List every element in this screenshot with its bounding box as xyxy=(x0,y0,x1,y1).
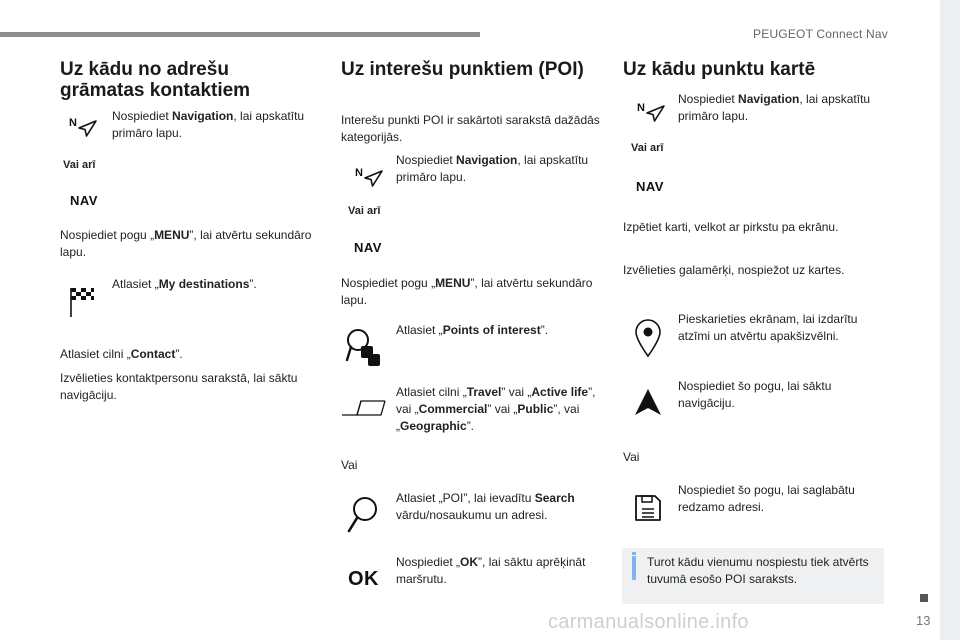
navigation-icon xyxy=(352,165,386,195)
brand-header: PEUGEOT Connect Nav xyxy=(753,27,888,41)
page-number: 13 xyxy=(916,613,931,628)
section-title-contacts: Uz kādu no adrešu grāmatas kontaktiem xyxy=(60,59,251,101)
col2-poi-text: Atlasiet „Points of interest”. xyxy=(396,323,549,337)
col2-navigation-text: Nospiediet Navigation, lai apskatītu primāro lapu. xyxy=(396,153,589,184)
col1-or-label: Vai arī xyxy=(63,159,96,171)
navigation-icon xyxy=(66,115,100,145)
col1-navigation-text: Nospiediet Navigation, lai apskatītu primāro lapu. xyxy=(112,109,305,140)
col3-or-label: Vai arī xyxy=(631,142,664,154)
watermark: carmanualsonline.info xyxy=(548,611,749,633)
col2-or-text: Vai xyxy=(341,458,358,472)
col2-menu-text: Nospiediet pogu „MENU”, lai atvērtu sekundāro lapu. xyxy=(341,276,593,307)
points-of-interest-icon xyxy=(344,326,384,370)
info-icon-bar xyxy=(632,556,636,580)
start-navigation-icon xyxy=(633,387,663,417)
col3-press-screen-text: Pieskarieties ekrānam, lai izdarītu atzīmi un atvērtu apakšizvēlni. xyxy=(678,312,858,343)
col1-nav-button[interactable]: NAV xyxy=(70,193,98,208)
map-pin-icon xyxy=(633,318,663,358)
save-icon xyxy=(633,493,663,523)
col3-navigation-text: Nospiediet Navigation, lai apskatītu primāro lapu. xyxy=(678,92,871,123)
col2-tabs-text: Atlasiet cilni „Travel” vai „Active life”, vai „Commercial” vai „Public”, vai „Geographic”. xyxy=(396,385,596,433)
section-title-map: Uz kādu punktu kartē xyxy=(623,59,816,80)
col1-select-text: Izvēlieties kontaktpersonu sarakstā, lai sāktu navigāciju. xyxy=(60,371,298,402)
col2-intro: Interešu punkti POI ir sakārtoti sarakstā dažādās kategorijās. xyxy=(341,113,600,144)
search-icon xyxy=(345,495,381,535)
ok-button[interactable]: OK xyxy=(348,568,379,590)
tab-icon xyxy=(341,398,387,418)
page-marker xyxy=(920,594,928,602)
col1-destinations-text: Atlasiet „My destinations”. xyxy=(112,277,257,291)
col3-or-text: Vai xyxy=(623,450,640,464)
col3-press-save-text: Nospiediet šo pogu, lai saglabātu redzamo adresi. xyxy=(678,483,855,514)
svg-text:N: N xyxy=(355,167,363,179)
svg-text:N: N xyxy=(637,102,645,114)
navigation-icon xyxy=(634,100,668,130)
col3-press-start-text: Nospiediet šo pogu, lai sāktu navigāciju. xyxy=(678,379,832,410)
col3-nav-button[interactable]: NAV xyxy=(636,179,664,194)
col2-or-label: Vai arī xyxy=(348,205,381,217)
col1-contact-text: Atlasiet cilni „Contact”. xyxy=(60,347,183,361)
col3-choose-text: Izvēlieties galamērķi, nospiežot uz kartes. xyxy=(623,263,845,277)
col3-explore-text: Izpētiet karti, velkot ar pirkstu pa ekrānu. xyxy=(623,220,839,234)
col2-nav-button[interactable]: NAV xyxy=(354,240,382,255)
info-icon xyxy=(632,552,636,555)
col2-ok-text: Nospiediet „OK”, lai sāktu aprēķināt maršrutu. xyxy=(396,555,586,586)
checkered-flag-icon xyxy=(69,286,95,318)
section-title-poi: Uz interešu punktiem (POI) xyxy=(341,59,584,80)
col1-menu-text: Nospiediet pogu „MENU”, lai atvērtu sekundāro lapu. xyxy=(60,228,312,259)
col2-search-text: Atlasiet „POI”, lai ievadītu Search vārdu/nosaukumu un adresi. xyxy=(396,491,575,522)
page-edge-bar xyxy=(940,0,960,640)
info-note-text: Turot kādu vienumu nospiestu tiek atvērts tuvumā esošo POI saraksts. xyxy=(647,555,869,586)
svg-text:N: N xyxy=(69,117,77,129)
top-rule xyxy=(0,32,480,37)
